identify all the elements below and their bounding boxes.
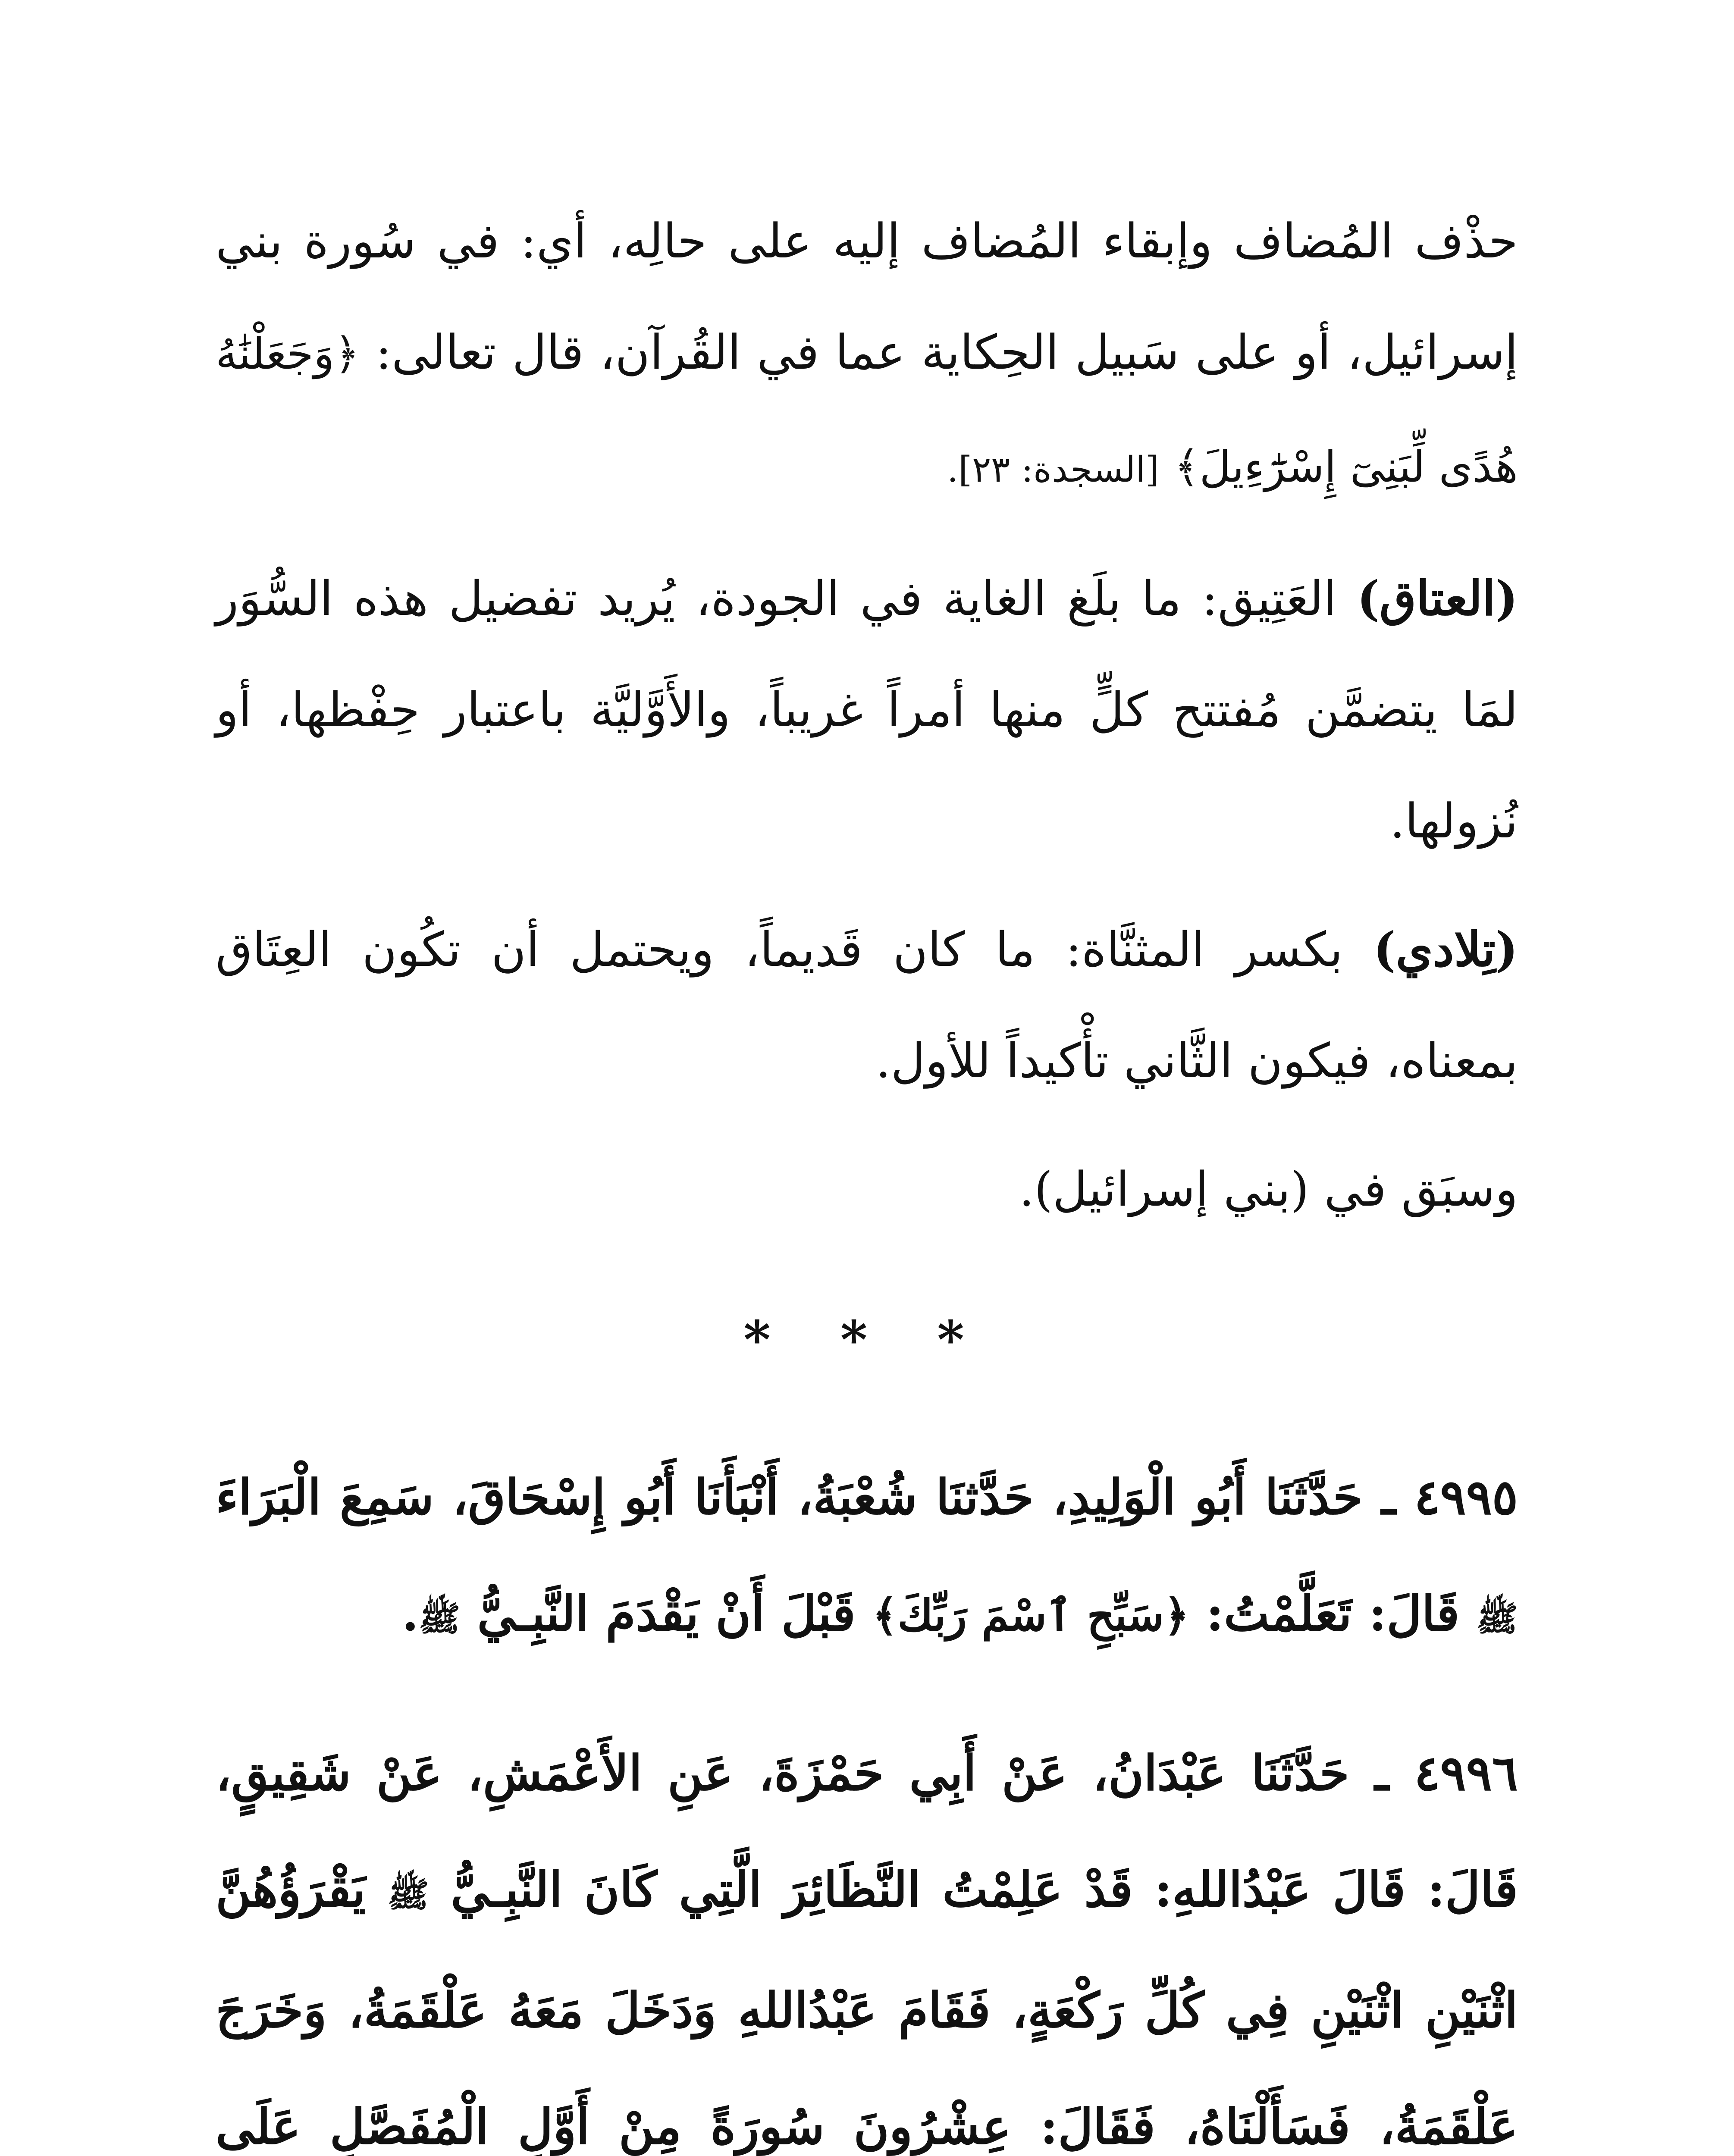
commentary-text: حذْف المُضاف وإبقاء المُضاف إليه على حالِه، أي: في سُورة بني إسرائيل، أو على سَبيل الحِكاية عما في القُرآن، قال تعالى: (216, 213, 1518, 380)
hadith-text: قَبْلَ أَنْ يَقْدَمَ النَّبِـيُّ (477, 1586, 856, 1642)
commentary-paragraph-3 (216, 894, 1518, 1116)
quran-verse: ﴿وَجَعَلْنَٰهُ هُدًى لِّبَنِىٓ إِسْرَٰٓءِيلَ﴾ (216, 329, 1518, 492)
hadith-text: يَقْرَؤُهُنَّ اثْنَيْنِ اثْنَيْنِ فِي كُلِّ رَكْعَةٍ، فَقَامَ عَبْدُاللهِ وَدَخَلَ مَعَهُ عَلْقَمَةُ، وَخَرَجَ عَلْقَمَةُ، فَسَأَلْنَاهُ، فَقَالَ: عِشْرُونَ سُورَةً مِنْ أَوَّلِ الْمُفَصَّلِ عَلَى (216, 1861, 1518, 2155)
honorific-glyph: ﷺ (1476, 1598, 1518, 1639)
hadith-number: ٤٩٩٥ (1414, 1469, 1518, 1526)
hadith-text: ـ حَدَّثَنَا عَبْدَانُ، عَنْ أَبِي حَمْزَةَ، عَنِ الأَعْمَشِ، عَنْ شَقِيقٍ، قَالَ: قَالَ عَبْدُاللهِ: قَدْ عَلِمْتُ النَّظَائِرَ الَّتِي كَانَ النَّبِـيُّ (216, 1745, 1518, 1918)
commentary-paragraph-4 (216, 1134, 1518, 1245)
hadith-entry (216, 1715, 1518, 2156)
verse-reference: [السجدة: ٢٣]. (947, 449, 1159, 490)
book-page (216, 185, 1518, 2156)
commentary-text: وسبَق في (بني إسرائيل). (1019, 1162, 1518, 1217)
hadith-text: قَالَ: تَعَلَّمْتُ: (1206, 1586, 1460, 1642)
glossary-term: (العتاق) (1357, 570, 1518, 626)
commentary-paragraph-2 (216, 543, 1518, 877)
glossary-definition: بكسر المثنَّاة: ما كان قَديماً، ويحتمل أن تكُون العِتَاق بمعناه، فيكون الثَّاني تأْكيداً للأول. (216, 922, 1518, 1088)
glossary-definition: العَتِيق: ما بلَغ الغاية في الجودة، يُريد تفضيل هذه السُّوَر لمَا يتضمَّن مُفتتح كلٍّ منها أمراً غريباً، والأَوَّليَّة باعتبار حِفْظها، أو نُزولها. (216, 571, 1518, 849)
commentary-paragraph-1 (216, 185, 1518, 526)
hadith-text: ـ حَدَّثَنَا أَبُو الْوَلِيدِ، حَدَّثنَا شُعْبَةُ، أَنْبَأَنَا أَبُو إِسْحَاقَ، سَمِعَ الْبَرَاءَ (216, 1469, 1396, 1526)
hadith-entry (216, 1439, 1518, 1677)
quran-verse: ﴿سَبِّحِ ٱسْمَ رَبِّكَ﴾ (872, 1590, 1189, 1641)
glossary-term: (تِلادي) (1373, 921, 1518, 977)
honorific-glyph: ﷺ (418, 1598, 461, 1639)
hadith-number: ٤٩٩٦ (1414, 1745, 1518, 1802)
section-separator: * * * (743, 1310, 990, 1370)
hadith-text: . (401, 1586, 419, 1642)
honorific-glyph: ﷺ (387, 1874, 429, 1915)
